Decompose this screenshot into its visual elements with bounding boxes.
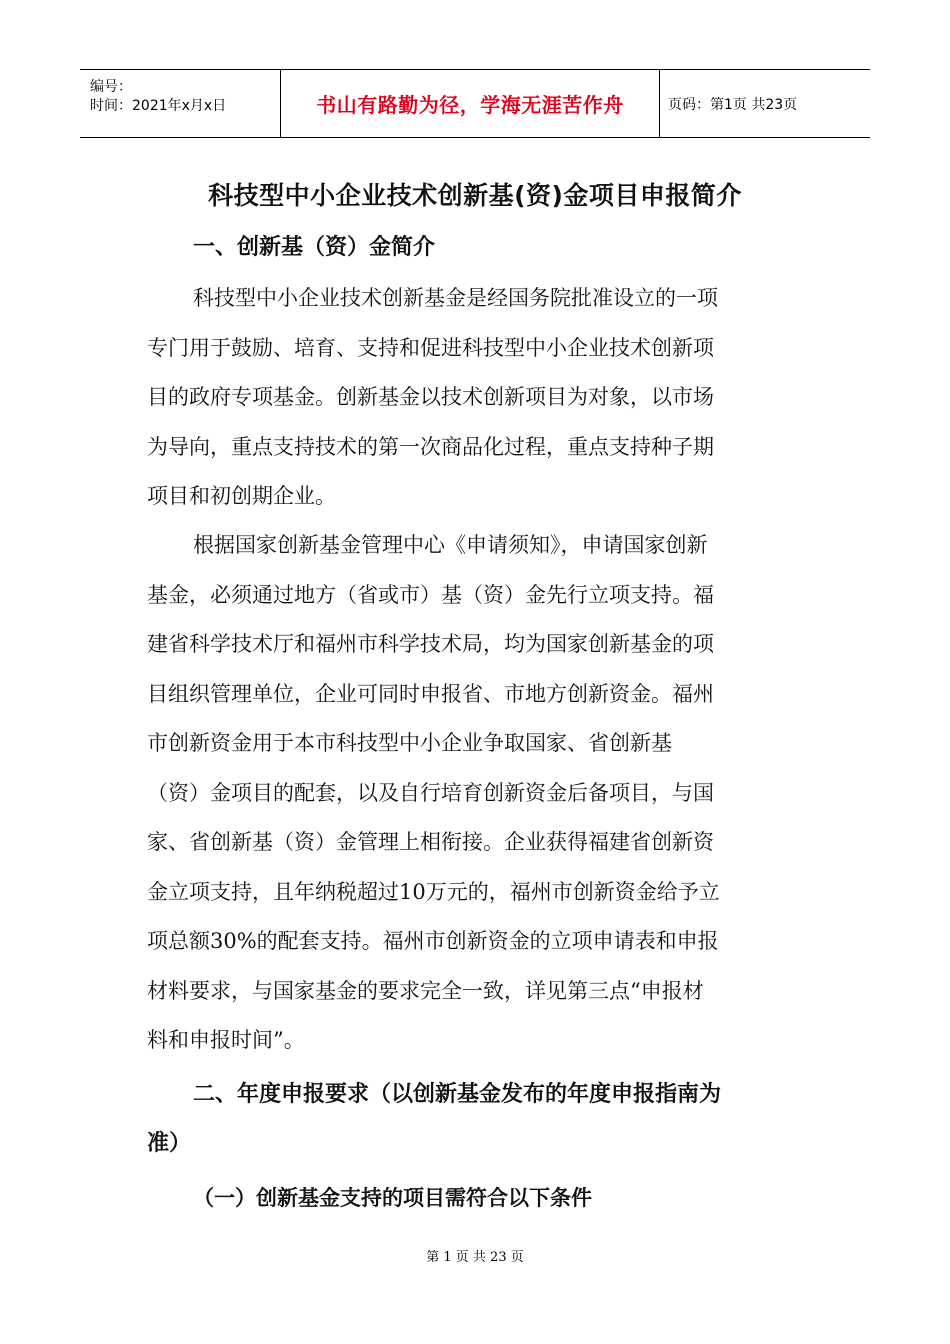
subsection-1-heading: （一）创新基金支持的项目需符合以下条件 — [193, 1186, 592, 1210]
section-2-heading — [147, 1070, 807, 1168]
section-2-heading-line-1: 二、年度申报要求（以创新基金发布的年度申报指南为 — [193, 1082, 722, 1107]
paragraph-line: 基金，必须通过地方（省或市）基（资）金先行立项支持。福 — [147, 582, 714, 607]
paragraph-line: 目组织管理单位，企业可同时申报省、市地方创新资金。福州 — [147, 681, 714, 706]
page-footer: 第 1 页 共 23 页 — [426, 1250, 524, 1265]
paragraph-line: 为导向，重点支持技术的第一次商品化过程，重点支持种子期 — [147, 434, 714, 459]
paragraph-2 — [147, 521, 807, 1066]
section-1-heading: 一、创新基（资）金简介 — [193, 235, 436, 260]
header-table — [80, 69, 870, 138]
paragraph-1 — [147, 274, 807, 522]
paragraph-line: 建省科学技术厅和福州市科学技术局，均为国家创新基金的项 — [147, 632, 714, 656]
header-motto: 书山有路勤为径，学海无涯苦作舟 — [316, 93, 624, 117]
paragraph-line: 料和申报时间”。 — [147, 1028, 305, 1052]
header-right-cell — [660, 70, 870, 137]
paragraph-line: 专门用于鼓励、培育、支持和促进科技型中小企业技术创新项 — [147, 335, 714, 360]
paragraph-line: 材料要求，与国家基金的要求完全一致，详见第三点“申报材 — [147, 978, 704, 1003]
header-left-cell — [80, 70, 281, 137]
paragraph-line: 项目和初创期企业。 — [147, 484, 336, 508]
document-time-label: 时间：2021年x月x日 — [90, 98, 227, 114]
header-center-cell — [281, 70, 660, 137]
document-number-label: 编号： — [90, 79, 132, 95]
paragraph-line: 家、省创新基（资）金管理上相衔接。企业获得福建省创新资 — [147, 830, 714, 854]
paragraph-line: （资）金项目的配套，以及自行培育创新资金后备项目，与国 — [147, 780, 714, 805]
paragraph-line: 金立项支持，且年纳税超过10万元的，福州市创新资金给予立 — [147, 879, 720, 904]
paragraph-line: 目的政府专项基金。创新基金以技术创新项目为对象，以市场 — [147, 385, 714, 409]
header-page-info: 页码：第1页 共23页 — [668, 96, 798, 113]
paragraph-line: 科技型中小企业技术创新基金是经国务院批准设立的一项 — [193, 286, 718, 310]
paragraph-line: 市创新资金用于本市科技型中小企业争取国家、省创新基 — [147, 731, 672, 755]
document-title: 科技型中小企业技术创新基(资)金项目申报简介 — [208, 181, 742, 210]
section-2-heading-line-2: 准） — [147, 1131, 192, 1156]
paragraph-line: 根据国家创新基金管理中心《申请须知》，申请国家创新 — [193, 533, 708, 557]
paragraph-line: 项总额30%的配套支持。福州市创新资金的立项申请表和申报 — [147, 929, 719, 953]
